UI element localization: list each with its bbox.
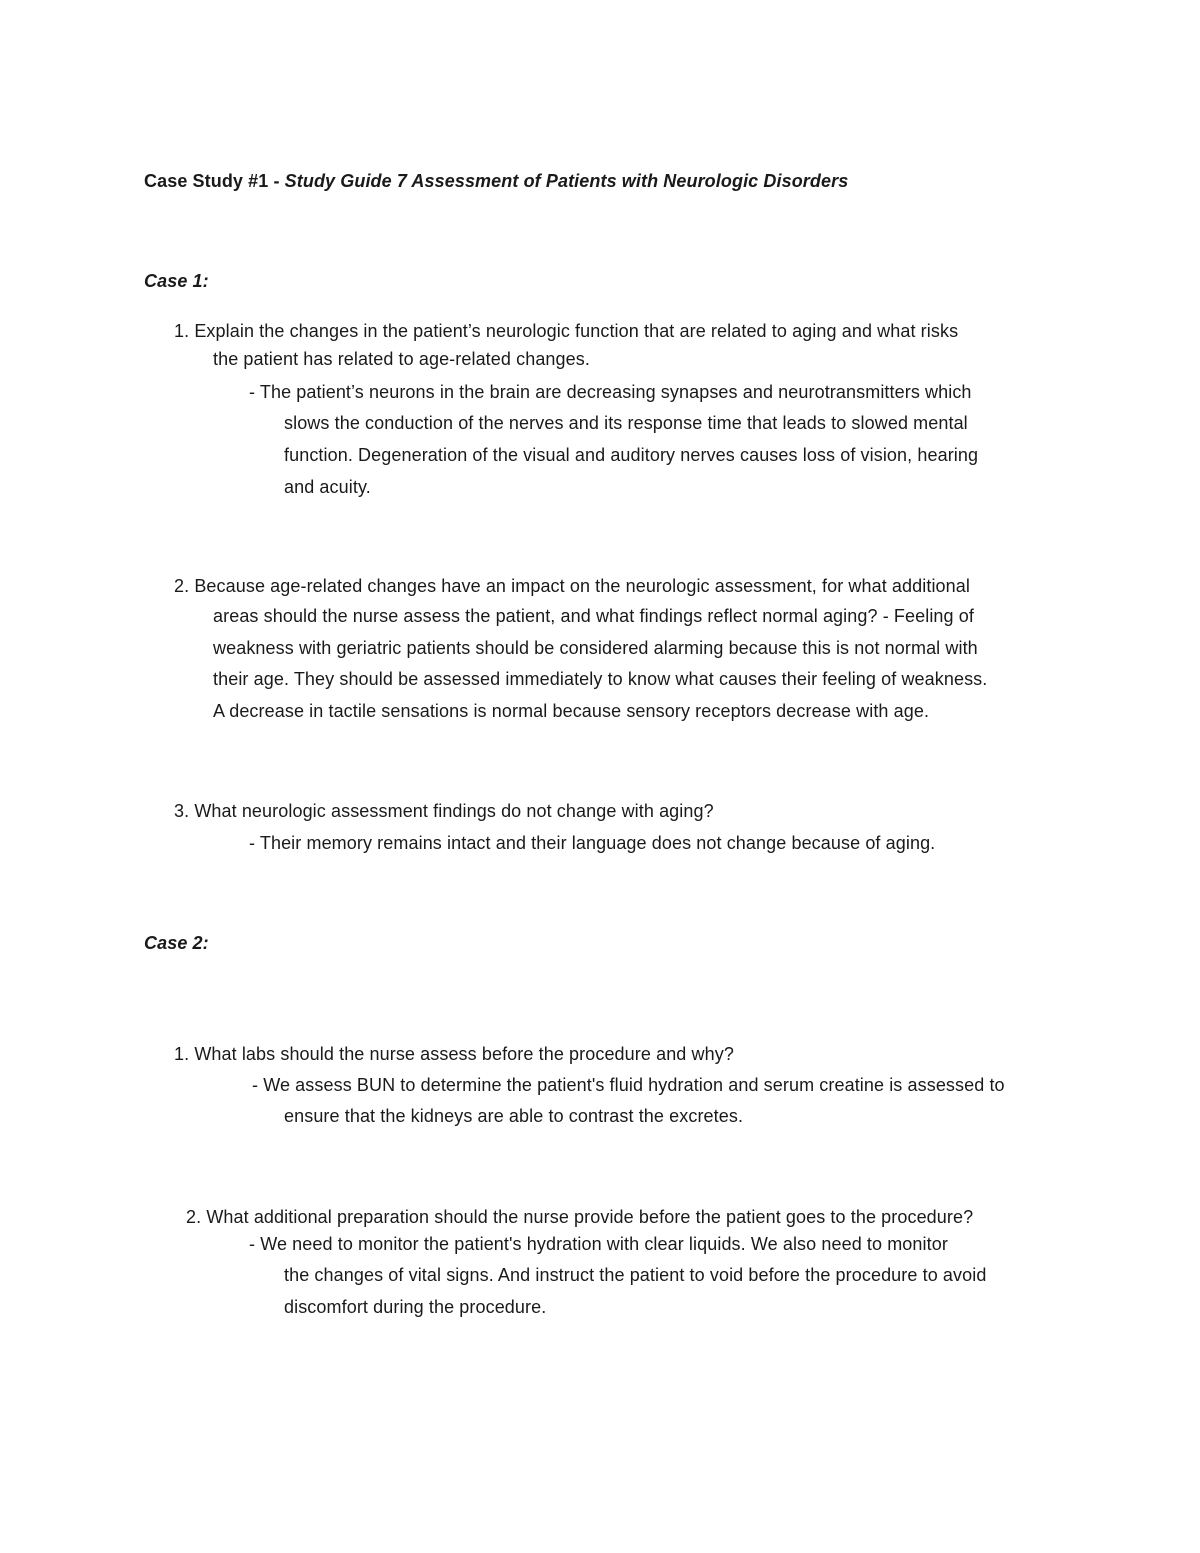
case-2-question-2: 2. What additional preparation should the nurse provide before the patient goes to the procedure? [186, 1207, 974, 1227]
case-1-answer-1-line-4: and acuity. [284, 477, 371, 497]
title-label: Case Study #1 - [144, 171, 285, 191]
case-1-question-2-line-3: weakness with geriatric patients should be considered alarming because this is not normal with [213, 638, 978, 658]
document-title [144, 170, 848, 192]
case-2-answer-1-line-2: ensure that the kidneys are able to contrast the excretes. [284, 1106, 744, 1126]
case-1-heading: Case 1: [144, 271, 209, 291]
case-2-answer-2-line-3: discomfort during the procedure. [284, 1297, 547, 1317]
case-1-question-2-line-5: A decrease in tactile sensations is normal because sensory receptors decrease with age. [213, 701, 930, 721]
case-2-question-1: 1. What labs should the nurse assess before the procedure and why? [174, 1044, 734, 1064]
case-1-answer-3: - Their memory remains intact and their language does not change because of aging. [249, 833, 936, 853]
case-1-question-1-line-2: the patient has related to age-related changes. [213, 349, 590, 369]
case-1-answer-1-line-2: slows the conduction of the nerves and its response time that leads to slowed mental [284, 413, 968, 433]
title-subtitle: Study Guide 7 Assessment of Patients with Neurologic Disorders [284, 171, 849, 191]
case-1-question-2-line-2: areas should the nurse assess the patient, and what findings reflect normal aging? - Feeling of [213, 606, 974, 626]
case-1-question-3: 3. What neurologic assessment findings do not change with aging? [174, 801, 714, 821]
case-2-answer-2-line-1: - We need to monitor the patient's hydration with clear liquids. We also need to monitor [249, 1234, 948, 1254]
case-1-question-2-line-1: 2. Because age-related changes have an impact on the neurologic assessment, for what additional [174, 576, 970, 596]
case-2-heading: Case 2: [144, 933, 209, 953]
case-1-answer-1-line-1: - The patient’s neurons in the brain are decreasing synapses and neurotransmitters which [249, 382, 972, 402]
case-2-answer-1-line-1: - We assess BUN to determine the patient's fluid hydration and serum creatine is assessed to [252, 1075, 1005, 1095]
case-1-question-1-line-1: 1. Explain the changes in the patient’s neurologic function that are related to aging and what risks [174, 321, 959, 341]
case-1-answer-1-line-3: function. Degeneration of the visual and auditory nerves causes loss of vision, hearing [284, 445, 979, 465]
case-2-answer-2-line-2: the changes of vital signs. And instruct the patient to void before the procedure to avoid [284, 1265, 987, 1285]
case-1-question-2-line-4: their age. They should be assessed immediately to know what causes their feeling of weakness. [213, 669, 988, 689]
